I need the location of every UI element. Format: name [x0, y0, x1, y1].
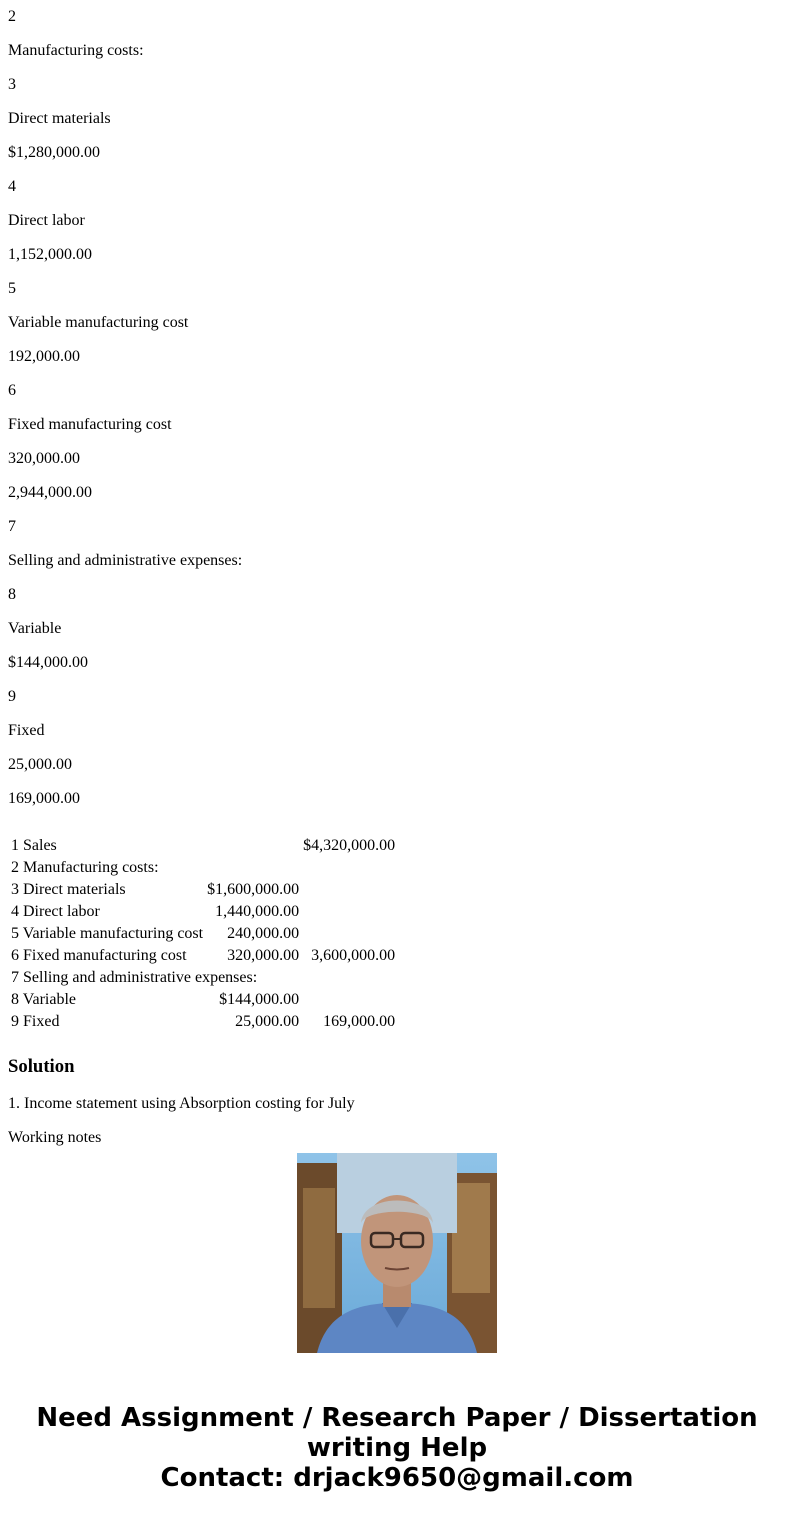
text-line: $144,000.00 [8, 654, 88, 671]
text-line: 1,152,000.00 [8, 246, 92, 263]
row-label: 9 Fixed [11, 1013, 60, 1030]
table-row [10, 1012, 396, 1032]
row-total [302, 990, 396, 1010]
author-avatar [297, 1153, 497, 1353]
row-total [302, 880, 396, 900]
text-line: 192,000.00 [8, 348, 80, 365]
contact-banner [0, 1403, 794, 1493]
row-total [302, 858, 396, 878]
solution-heading: Solution [8, 1056, 75, 1077]
table-row [10, 946, 396, 966]
text-line: 4 [8, 178, 16, 195]
text-line: Selling and administrative expenses: [8, 552, 243, 569]
row-amount: $144,000.00 [219, 991, 300, 1008]
table-row [10, 968, 396, 988]
table-row [10, 924, 396, 944]
table-row [10, 858, 396, 878]
solution-partial-line: Working notes [8, 1129, 102, 1146]
row-label: 5 Variable manufacturing cost [11, 925, 204, 942]
row-total [302, 902, 396, 922]
cta-line-2: writing Help [306, 1433, 488, 1463]
row-total: $4,320,000.00 [303, 837, 396, 854]
row-total: 3,600,000.00 [311, 947, 396, 964]
text-line: Variable [8, 620, 62, 637]
financial-table [8, 834, 398, 1034]
row-total [302, 924, 396, 944]
text-line: 169,000.00 [8, 790, 80, 807]
document-body [8, 0, 788, 1146]
row-label: 6 Fixed manufacturing cost [11, 947, 187, 964]
text-line: Direct labor [8, 212, 85, 229]
text-line: 2,944,000.00 [8, 484, 92, 501]
table-row [10, 880, 396, 900]
row-amount: 320,000.00 [227, 947, 300, 964]
row-amount: $1,600,000.00 [207, 881, 300, 898]
row-total [302, 968, 396, 988]
row-amount: 1,440,000.00 [215, 903, 300, 920]
row-amount: 240,000.00 [227, 925, 300, 942]
row-amount: 25,000.00 [235, 1013, 300, 1030]
text-line: Fixed [8, 722, 45, 739]
text-line: Fixed manufacturing cost [8, 416, 172, 433]
row-label: 1 Sales [11, 837, 57, 854]
table-row [10, 902, 396, 922]
text-line: Variable manufacturing cost [8, 314, 189, 331]
text-lines [8, 0, 788, 816]
text-line: $1,280,000.00 [8, 144, 100, 161]
row-amount [206, 836, 300, 856]
row-label: 3 Direct materials [11, 881, 126, 898]
row-label: 8 Variable [11, 991, 77, 1008]
cta-line-1: Need Assignment / Research Paper / Dissertation [36, 1403, 758, 1433]
text-line: Manufacturing costs: [8, 42, 144, 59]
row-label: 7 Selling and administrative expenses: [11, 969, 258, 986]
text-line: 5 [8, 280, 16, 297]
text-line: 6 [8, 382, 16, 399]
row-total: 169,000.00 [323, 1013, 396, 1030]
text-line: 3 [8, 76, 16, 93]
table-row [10, 990, 396, 1010]
row-label: 4 Direct labor [11, 903, 100, 920]
table-row [10, 836, 396, 856]
text-line: 8 [8, 586, 16, 603]
text-line: 9 [8, 688, 16, 705]
text-line: Direct materials [8, 110, 111, 127]
text-line: 25,000.00 [8, 756, 72, 773]
row-label: 2 Manufacturing costs: [11, 859, 159, 876]
text-line: 320,000.00 [8, 450, 80, 467]
solution-intro: 1. Income statement using Absorption costing for July [8, 1095, 355, 1112]
text-line: 7 [8, 518, 16, 535]
text-line: 2 [8, 8, 16, 25]
author-photo-icon [297, 1153, 497, 1353]
cta-contact-email[interactable]: Contact: drjack9650@gmail.com [160, 1463, 634, 1493]
